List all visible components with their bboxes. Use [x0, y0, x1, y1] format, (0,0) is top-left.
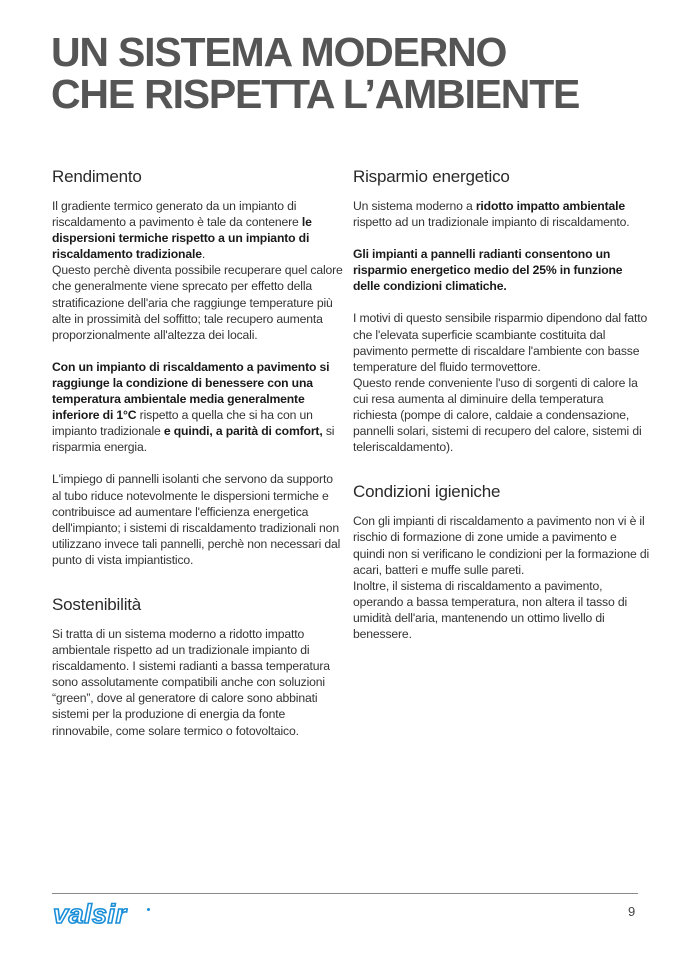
section-condizioni-igieniche — [353, 481, 649, 642]
rendimento-paragraph-3: L'impiego di pannelli isolanti che servono da supporto al tubo riduce notevolmente le dispersioni termiche e contribuisce ad aumentare l'efficienza energetica dell'impianto; i sistemi di riscaldamento tradizionali non utilizzano invece tali pannelli, perchè non necessari dal punto di vista impiantistico. — [52, 472, 341, 567]
section-heading-condizioni-igieniche: Condizioni igieniche — [353, 482, 501, 502]
registered-mark-icon — [147, 908, 150, 911]
left-column — [52, 166, 344, 765]
sostenibilita-paragraph-1: Si tratta di un sistema moderno a ridotto impatto ambientale rispetto ad un tradizionale impianto di riscaldamento. I sistemi radianti a bassa temperatura sono assolutamente compatibili anche con soluzioni “green”, dove al generatore di calore sono abbinati sistemi per la produzione di energia da fonte rinnovabile, come solare termico o fotovoltaico. — [52, 626, 330, 738]
right-column — [353, 166, 649, 668]
section-heading-rendimento: Rendimento — [52, 167, 142, 186]
page-number: 9 — [628, 904, 636, 919]
text-run: Un sistema moderno a — [353, 199, 476, 213]
condizioni-paragraph-2: Inoltre, il sistema di riscaldamento a pavimento, operando a bassa temperatura, non altera il tasso di umidità dell'aria, mantenendo un ottimo livello di benessere. — [353, 578, 628, 641]
bold-text-run: Gli impianti a pannelli radianti consentono un risparmio energetico medio del 25% in funzione delle condizioni climatiche. — [353, 247, 623, 294]
page-title-line-1: UN SISTEMA MODERNO — [51, 29, 507, 75]
section-risparmio-energetico — [353, 166, 649, 455]
section-heading-sostenibilita: Sostenibilità — [52, 594, 142, 614]
text-run: si risparmia energia. — [52, 424, 335, 455]
text-run: . — [201, 247, 206, 262]
risparmio-paragraph-2 — [353, 246, 649, 294]
section-heading-risparmio-energetico: Risparmio energetico — [353, 167, 510, 186]
rendimento-paragraph-1 — [52, 198, 344, 262]
section-sostenibilita — [52, 594, 344, 739]
valsir-logo: valsir — [53, 899, 127, 929]
rendimento-paragraph-2 — [52, 359, 344, 456]
rendimento-paragraph-1-continued: Questo perchè diventa possibile recuperare quel calore che generalmente viene sprecato per effetto della stratificazione dell'aria che raggiunge temperature più alte in prossimità del soffitto; tale recupero aumenta proporzionalmente all'altezza dei locali. — [52, 263, 343, 342]
page-title — [51, 31, 579, 115]
bold-text-run: e quindi, a parità di comfort, — [163, 424, 323, 439]
text-run: rispetto ad un tradizionale impianto di riscaldamento. — [353, 215, 630, 230]
bold-text-run: le dispersioni termiche rispetto a un impianto di riscaldamento tradizionale — [52, 215, 312, 262]
bold-text-run: Con un impianto di riscaldamento a pavimento si raggiunge la condizione di benessere con una temperatura ambientale media generalmente inferiore di 1°C — [52, 359, 330, 423]
condizioni-paragraph-1: Con gli impianti di riscaldamento a pavimento non vi è il rischio di formazione di zone umide a pavimento e quindi non si verificano le condizioni per la formazione di acari, batteri e muffe sulle pareti. — [353, 514, 650, 577]
risparmio-paragraph-3: I motivi di questo sensibile risparmio dipendono dal fatto che l'elevata superficie scambiante costituita dal pavimento permette di riscaldare l'ambiente con basse temperature del fluido termovettore. — [353, 311, 648, 374]
footer-divider — [52, 893, 638, 894]
page-title-line-2: CHE RISPETTA L’AMBIENTE — [51, 71, 580, 117]
risparmio-paragraph-4: Questo rende conveniente l'uso di sorgenti di calore la cui resa aumenta al diminuire della temperatura richiesta (pompe di calore, caldaie a condensazione, pannelli solari, sistemi di recupero del calore, sistemi di teleriscaldamento). — [353, 375, 642, 455]
risparmio-paragraph-1 — [353, 198, 649, 230]
text-run: Il gradiente termico generato da un impianto di riscaldamento a pavimento è tale da contenere — [52, 199, 302, 230]
section-rendimento — [52, 166, 344, 568]
text-run: rispetto a quella che si ha con un impianto tradizionale — [52, 408, 313, 439]
bold-text-run: ridotto impatto ambientale — [475, 199, 625, 213]
